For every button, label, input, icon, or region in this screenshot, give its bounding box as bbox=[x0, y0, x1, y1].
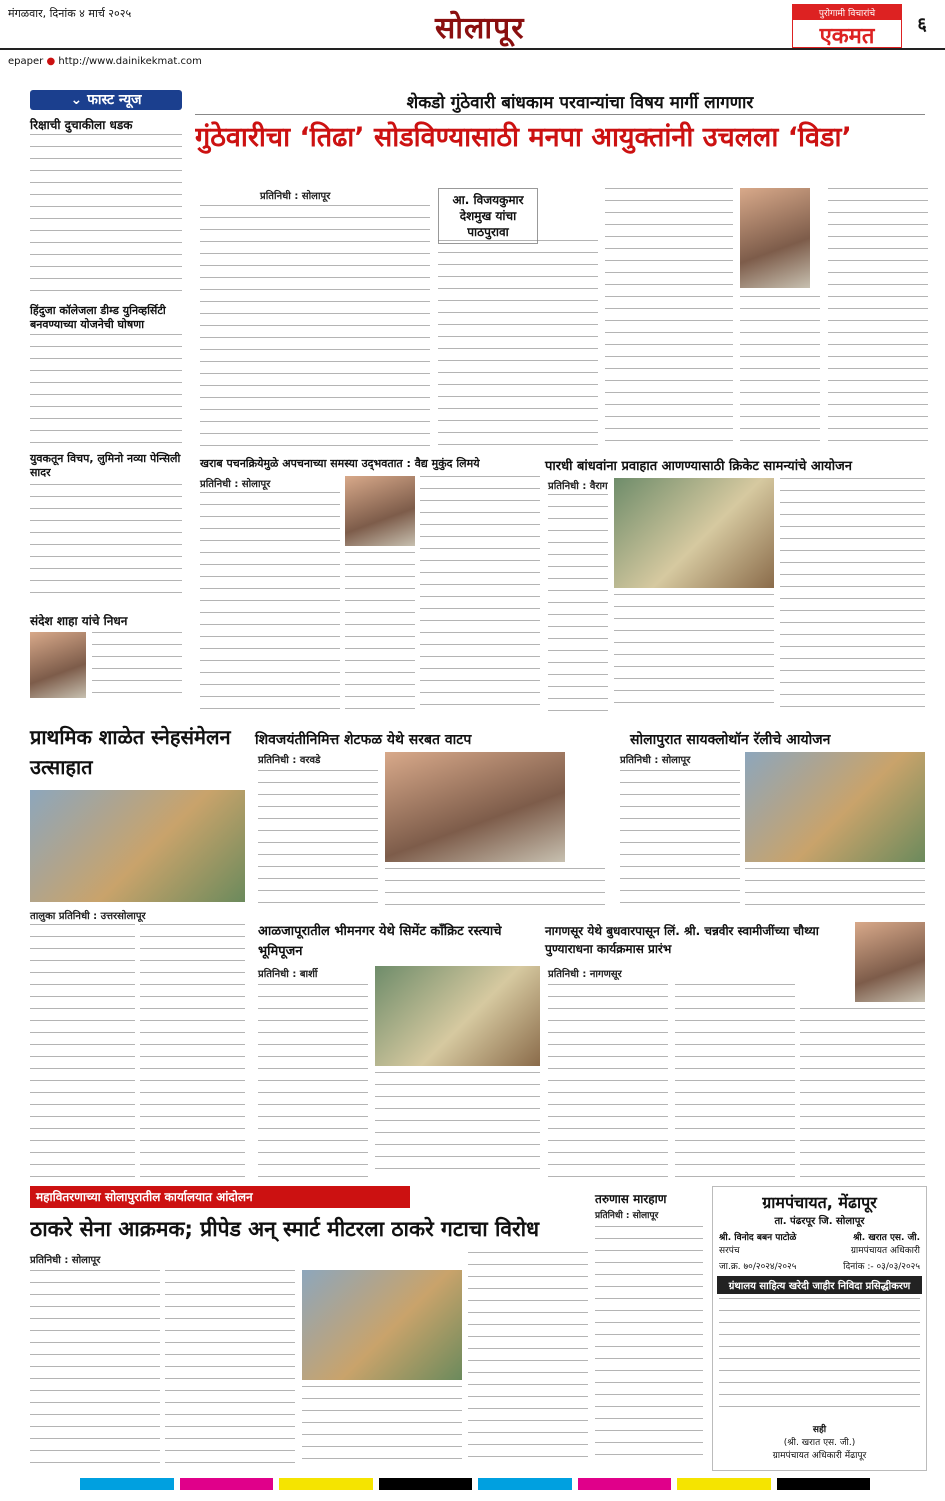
lead-kicker: शेकडो गुंठेवारी बांधकाम परवान्यांचा विषय मार्गी लागणार bbox=[406, 93, 754, 113]
commissioner-photo bbox=[740, 188, 810, 288]
cricket-team-photo bbox=[614, 478, 774, 588]
cricket-body-2 bbox=[614, 594, 774, 714]
brand-name: एकमत bbox=[819, 24, 875, 49]
protest-kicker: महावितरणाच्या सोलापुरातील कार्यालयात आंदोलन bbox=[30, 1186, 410, 1208]
protest-body-3 bbox=[302, 1386, 462, 1466]
shivjayanti-photo bbox=[385, 752, 565, 862]
fast-news-body-4 bbox=[92, 632, 182, 698]
sign-role: ग्रामपंचायत अधिकारी मेंढापूर bbox=[772, 1451, 867, 1461]
lead-body-col-1 bbox=[200, 205, 430, 450]
nagansur-body-1 bbox=[548, 984, 668, 1180]
notice-ref: जा.क्र. ७०/२०२४/२०२५ bbox=[719, 1262, 797, 1272]
brand-logo bbox=[792, 4, 902, 48]
fast-news-item-1: रिक्षाची दुचाकीला धडक bbox=[30, 118, 133, 132]
cyclothon-byline: प्रतिनिधी : सोलापूर bbox=[620, 755, 691, 766]
site-url[interactable]: http://www.dainikekmat.com bbox=[58, 56, 202, 67]
cricket-byline: प्रतिनिधी : वैराग bbox=[548, 481, 608, 492]
shivjayanti-body-1 bbox=[258, 770, 378, 914]
brand-tagline: पुरोगामी विचारांचे bbox=[793, 5, 901, 20]
obituary-photo bbox=[30, 632, 86, 698]
lead-body-col-2 bbox=[438, 240, 598, 450]
fast-news-item-2: हिंदुजा कॉलेजला डीम्ड युनिव्हर्सिटी बनवण्याच्या योजनेची घोषणा bbox=[30, 304, 166, 331]
cricket-headline: पारधी बांधवांना प्रवाहात आणण्यासाठी क्रिकेट सामन्यांचे आयोजन bbox=[545, 459, 852, 474]
shivjayanti-headline: शिवजयंतीनिमित्त शेटफळ येथे सरबत वाटप bbox=[255, 732, 472, 748]
lead-headline: गुंठेवारीचा ‘तिढा’ सोडविण्यासाठी मनपा आयुक्तांनी उचलला ‘विडा’ bbox=[195, 122, 852, 153]
print-color-bar bbox=[80, 1478, 870, 1490]
notice-heading: ग्रंथालय साहित्य खरेदी जाहीर निविदा प्रसिद्धीकरण bbox=[717, 1276, 922, 1294]
lead-body-col-4 bbox=[740, 296, 820, 450]
sign-title: सही bbox=[812, 1425, 827, 1435]
chevron-down-icon: ⌄ bbox=[70, 92, 88, 108]
protest-body-1 bbox=[30, 1270, 160, 1466]
nagansur-headline: नागणसूर येथे बुधवारपासून लिं. श्री. चन्नवीर स्वामीजींच्या चौथ्या पुण्याराधना कार्यक्रमास प्रारंभ bbox=[545, 924, 819, 956]
fast-news-body-2 bbox=[30, 334, 182, 444]
school-byline: तालुका प्रतिनिधी : उत्तरसोलापूर bbox=[30, 911, 146, 922]
digestion-headline: खराब पचनक्रियेमुळे अपचनाच्या समस्या उद्‌भवतात : वैद्य मुकुंद लिमये bbox=[200, 457, 480, 470]
city-title: सोलापूर bbox=[435, 11, 525, 46]
officer-name: श्री. खरात एस. जी. bbox=[853, 1233, 920, 1243]
digestion-body-1 bbox=[200, 492, 340, 714]
assault-byline: प्रतिनिधी : सोलापूर bbox=[595, 1211, 659, 1221]
doctor-photo bbox=[345, 476, 415, 546]
fast-news-item-3: युवकतून विचप, लुमिनो नव्या पेन्सिली सादर bbox=[30, 452, 181, 479]
cyclothon-photo bbox=[745, 752, 925, 862]
shivjayanti-body-2 bbox=[385, 868, 605, 914]
assault-body bbox=[595, 1226, 703, 1466]
notice-date: दिनांक :- ०३/०३/२०२५ bbox=[843, 1262, 920, 1272]
page-number: ६ bbox=[917, 14, 927, 35]
road-headline: आळजापूरातील भीमनगर येथे सिमेंट कॉंक्रिट रस्त्याचे भूमिपूजन bbox=[258, 924, 502, 959]
lead-byline: प्रतिनिधी : सोलापूर bbox=[260, 191, 331, 202]
assault-headline: तरुणास मारहाण bbox=[595, 1192, 667, 1206]
notice-subtitle: ता. पंढरपूर जि. सोलापूर bbox=[774, 1216, 865, 1227]
lead-body-col-3 bbox=[605, 188, 733, 450]
protest-body-2 bbox=[165, 1270, 295, 1466]
lead-body-col-5 bbox=[828, 188, 928, 450]
fast-news-label: ⌄ फास्ट न्यूज bbox=[30, 90, 182, 110]
protest-byline: प्रतिनिधी : सोलापूर bbox=[30, 1255, 101, 1266]
school-body-2 bbox=[140, 924, 245, 1180]
swamiji-photo bbox=[855, 922, 925, 1002]
fast-news-body-3 bbox=[30, 484, 182, 604]
cyclothon-headline: सोलापुरात सायक्लोथॉन रॅलीचे आयोजन bbox=[630, 732, 831, 748]
divider bbox=[195, 114, 925, 115]
protest-photo bbox=[302, 1270, 462, 1380]
sarpanch-name: श्री. विनोद बबन पाटोळे bbox=[719, 1233, 797, 1243]
sign-name: (श्री. खरात एस. जी.) bbox=[783, 1438, 856, 1448]
officer-role: ग्रामपंचायत अधिकारी bbox=[850, 1246, 920, 1256]
globe-icon: ● bbox=[46, 56, 56, 67]
school-headline: प्राथमिक शाळेत स्नेहसंमेलन उत्साहात bbox=[30, 725, 231, 779]
nagansur-body-2 bbox=[675, 984, 795, 1180]
cyclothon-body-1 bbox=[620, 770, 740, 914]
notice-body bbox=[719, 1298, 920, 1418]
school-event-photo bbox=[30, 790, 245, 902]
lead-followup: आ. विजयकुमार देशमुख यांचा पाठपुरावा bbox=[438, 188, 538, 244]
shivjayanti-byline: प्रतिनिधी : वरवडे bbox=[258, 755, 321, 766]
protest-headline: ठाकरे सेना आक्रमक; प्रीपेड अन्‌ स्मार्ट मीटरला ठाकरे गटाचा विरोध bbox=[30, 1217, 540, 1241]
epaper-label: epaper bbox=[8, 56, 44, 67]
school-body-1 bbox=[30, 924, 135, 1180]
cricket-body-1 bbox=[548, 494, 608, 714]
nagansur-body-3 bbox=[800, 1008, 925, 1180]
notice-title: ग्रामपंचायत, मेंढापूर bbox=[762, 1193, 877, 1212]
epaper-line bbox=[8, 56, 202, 67]
road-photo bbox=[375, 966, 540, 1066]
road-byline: प्रतिनिधी : बार्शी bbox=[258, 969, 318, 980]
road-body-1 bbox=[258, 984, 368, 1180]
fast-news-body-1 bbox=[30, 134, 182, 294]
road-body-2 bbox=[375, 1072, 540, 1180]
digestion-byline: प्रतिनिधी : सोलापूर bbox=[200, 479, 271, 490]
issue-date: मंगळवार, दिनांक ४ मार्च २०२५ bbox=[8, 7, 132, 20]
tender-notice bbox=[712, 1186, 927, 1471]
sarpanch-role: सरपंच bbox=[719, 1246, 740, 1256]
fast-news-item-4: संदेश शाहा यांचे निधन bbox=[30, 614, 128, 628]
nagansur-byline: प्रतिनिधी : नागणसूर bbox=[548, 969, 622, 980]
protest-body-4 bbox=[468, 1252, 588, 1466]
cyclothon-body-2 bbox=[745, 868, 925, 914]
digestion-body-3 bbox=[420, 476, 540, 714]
digestion-body-2 bbox=[345, 552, 415, 714]
cricket-body-3 bbox=[780, 478, 925, 714]
